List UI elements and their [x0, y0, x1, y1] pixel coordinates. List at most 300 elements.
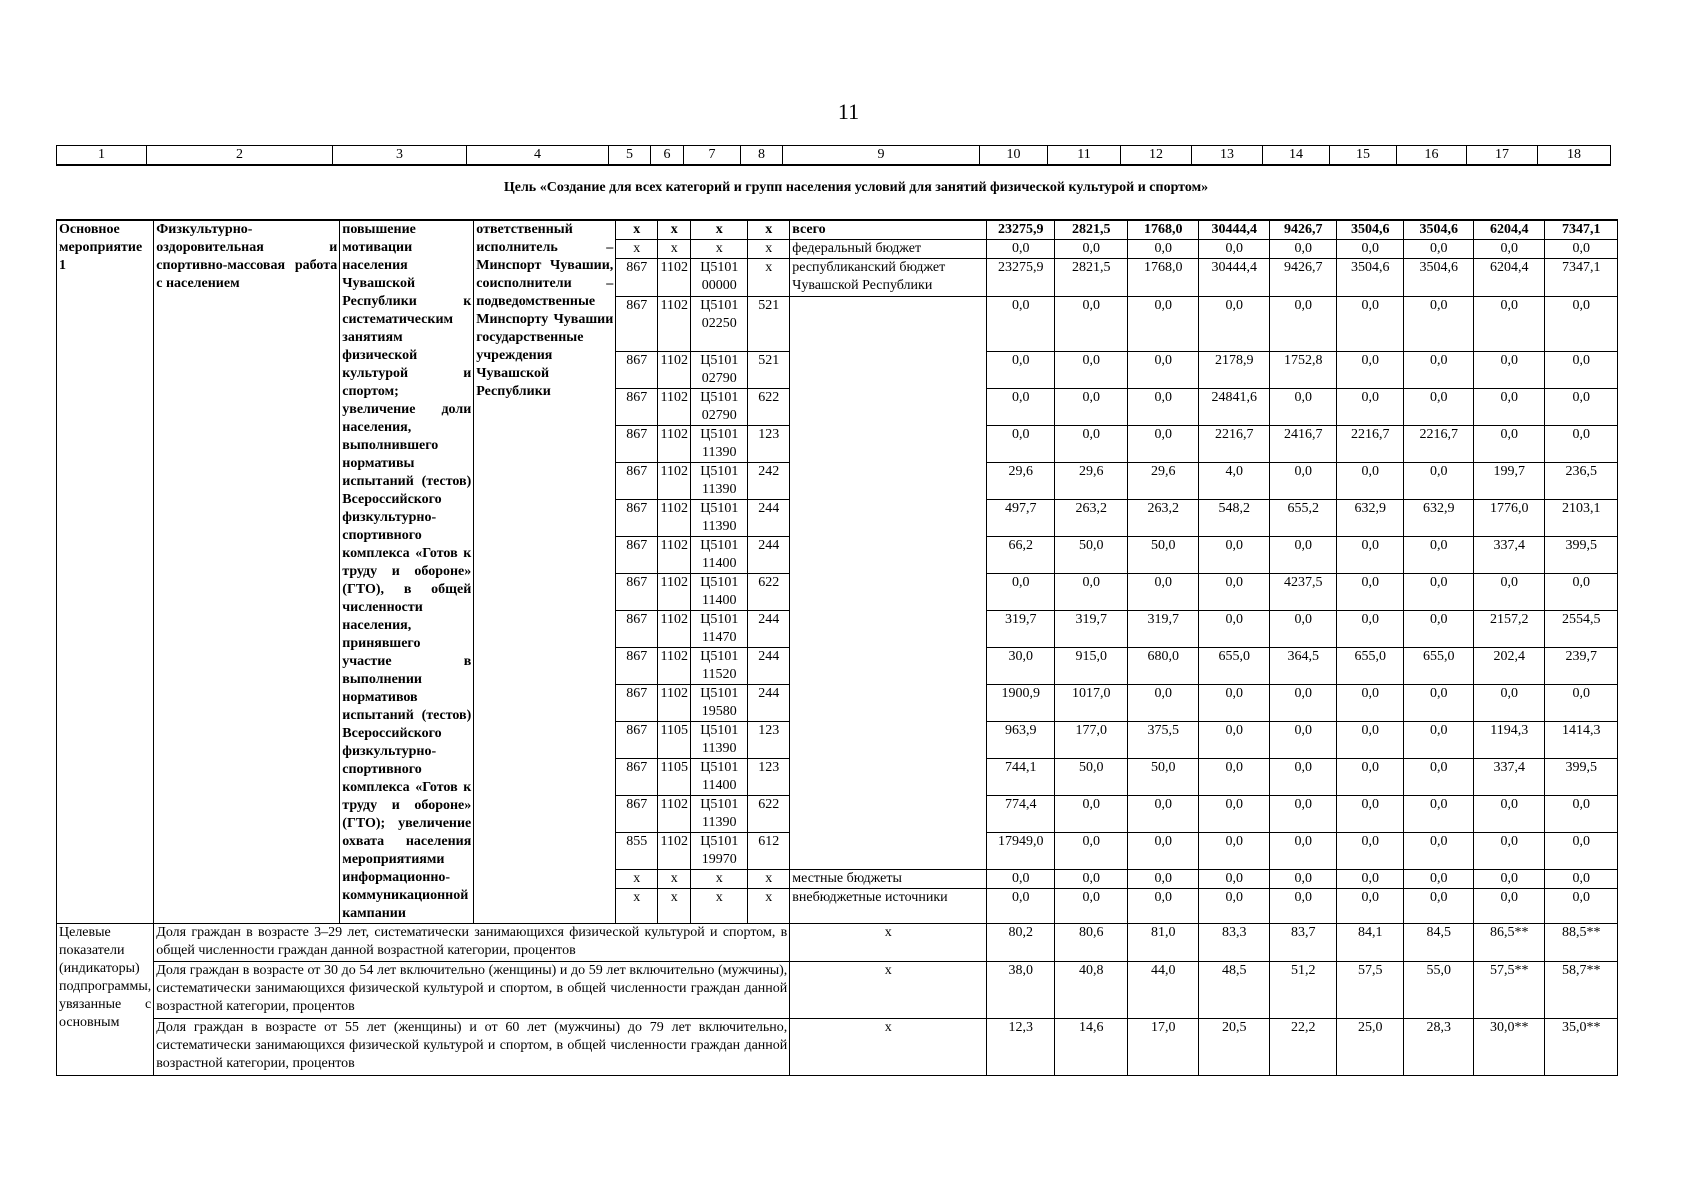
- expense-type-code: 622: [748, 389, 790, 426]
- amount-value: 655,2: [1270, 500, 1337, 537]
- amount-value: 2821,5: [1055, 259, 1128, 297]
- expense-type-code: 244: [748, 648, 790, 685]
- amount-value: 0,0: [1404, 796, 1474, 833]
- amount-value: 6204,4: [1474, 259, 1545, 297]
- target-article-code: Ц5101 19580: [691, 685, 748, 722]
- section-code: 1102: [658, 259, 691, 297]
- target-article-code: Ц5101 11400: [691, 574, 748, 611]
- grbs-code: 867: [616, 259, 658, 297]
- amount-value: 0,0: [1270, 537, 1337, 574]
- amount-value: 0,0: [1545, 889, 1618, 924]
- amount-value: 7347,1: [1545, 220, 1618, 240]
- grbs-code: 867: [616, 537, 658, 574]
- indicator-value: 86,5**: [1474, 924, 1545, 962]
- amount-value: 364,5: [1270, 648, 1337, 685]
- section-code: x: [658, 240, 691, 259]
- amount-value: 6204,4: [1474, 220, 1545, 240]
- expense-type-code: x: [748, 870, 790, 889]
- amount-value: 774,4: [987, 796, 1055, 833]
- amount-value: 4,0: [1199, 463, 1270, 500]
- section-code: 1102: [658, 389, 691, 426]
- amount-value: 2416,7: [1270, 426, 1337, 463]
- amount-value: 1017,0: [1055, 685, 1128, 722]
- amount-value: 0,0: [987, 240, 1055, 259]
- expense-type-code: 244: [748, 537, 790, 574]
- amount-value: 0,0: [1199, 240, 1270, 259]
- funding-source: федеральный бюджет: [790, 240, 987, 259]
- indicator-row: [57, 924, 1618, 962]
- amount-value: 0,0: [987, 574, 1055, 611]
- activity-executors: ответственный исполнитель – Минспорт Чувашии, соисполнители – подведомственные Минспорту Чувашии государственные учреждения Чувашской Республики: [474, 220, 616, 924]
- amount-value: 0,0: [1270, 297, 1337, 352]
- indicator-text: Доля граждан в возрасте 3–29 лет, систематически занимающихся физической культурой и спортом, в общей численности граждан данной возрастной категории, процентов: [154, 924, 790, 962]
- indicator-mark: x: [790, 962, 987, 1019]
- indicator-text: Доля граждан в возрасте от 55 лет (женщины) и от 60 лет (мужчины) до 79 лет включительно, систематически занимающихся физической культурой и спортом, в общей численности граждан данной возрастной категории, процентов: [154, 1019, 790, 1076]
- amount-value: 30444,4: [1199, 259, 1270, 297]
- amount-value: 0,0: [1199, 611, 1270, 648]
- target-article-code: Ц5101 11520: [691, 648, 748, 685]
- amount-value: 17949,0: [987, 833, 1055, 870]
- amount-value: 0,0: [1128, 889, 1199, 924]
- section-code: x: [658, 870, 691, 889]
- amount-value: 0,0: [1270, 870, 1337, 889]
- amount-value: 0,0: [1474, 352, 1545, 389]
- amount-value: 0,0: [1474, 389, 1545, 426]
- indicator-value: 12,3: [987, 1019, 1055, 1076]
- amount-value: 0,0: [1055, 426, 1128, 463]
- funding-source: всего: [790, 220, 987, 240]
- amount-value: 0,0: [1404, 297, 1474, 352]
- indicator-value: 80,6: [1055, 924, 1128, 962]
- amount-value: 2216,7: [1404, 426, 1474, 463]
- amount-value: 0,0: [1474, 297, 1545, 352]
- target-article-code: Ц5101 11390: [691, 463, 748, 500]
- amount-value: 50,0: [1128, 759, 1199, 796]
- amount-value: 0,0: [1404, 870, 1474, 889]
- grbs-code: 867: [616, 352, 658, 389]
- activity-status: Основное мероприятие 1: [57, 220, 154, 924]
- amount-value: 0,0: [1055, 240, 1128, 259]
- indicator-value: 58,7**: [1545, 962, 1618, 1019]
- column-number: 6: [651, 146, 684, 166]
- amount-value: 199,7: [1474, 463, 1545, 500]
- target-article-code: Ц5101 02250: [691, 297, 748, 352]
- amount-value: 239,7: [1545, 648, 1618, 685]
- column-number: 5: [609, 146, 651, 166]
- column-number: 14: [1263, 146, 1330, 166]
- grbs-code: 867: [616, 722, 658, 759]
- section-code: 1102: [658, 685, 691, 722]
- amount-value: 0,0: [1404, 389, 1474, 426]
- amount-value: 0,0: [1199, 833, 1270, 870]
- indicator-value: 51,2: [1270, 962, 1337, 1019]
- indicator-value: 22,2: [1270, 1019, 1337, 1076]
- amount-value: 0,0: [1474, 833, 1545, 870]
- grbs-code: 867: [616, 759, 658, 796]
- amount-value: 50,0: [1055, 537, 1128, 574]
- total-row: [57, 220, 1618, 240]
- amount-value: 0,0: [1337, 297, 1404, 352]
- amount-value: 1776,0: [1474, 500, 1545, 537]
- amount-value: 0,0: [1545, 297, 1618, 352]
- amount-value: 0,0: [1545, 870, 1618, 889]
- amount-value: 548,2: [1199, 500, 1270, 537]
- goal-title: Цель «Создание для всех категорий и групп населения условий для занятий физической культурой и спортом»: [503, 180, 1209, 195]
- target-article-code: Ц5101 11390: [691, 796, 748, 833]
- indicator-value: 81,0: [1128, 924, 1199, 962]
- amount-value: 0,0: [1055, 574, 1128, 611]
- amount-value: 0,0: [1404, 537, 1474, 574]
- amount-value: 0,0: [1474, 240, 1545, 259]
- indicator-value: 57,5: [1337, 962, 1404, 1019]
- amount-value: 0,0: [1337, 240, 1404, 259]
- amount-value: 0,0: [1128, 426, 1199, 463]
- amount-value: 0,0: [1199, 759, 1270, 796]
- amount-value: 1768,0: [1128, 220, 1199, 240]
- funding-source: внебюджетные источники: [790, 889, 987, 924]
- amount-value: 0,0: [1545, 685, 1618, 722]
- amount-value: 0,0: [1270, 389, 1337, 426]
- amount-value: 0,0: [1474, 685, 1545, 722]
- amount-value: 2103,1: [1545, 500, 1618, 537]
- financing-table: [56, 219, 1618, 1076]
- amount-value: 0,0: [1404, 574, 1474, 611]
- grbs-code: x: [616, 220, 658, 240]
- amount-value: 0,0: [1270, 611, 1337, 648]
- amount-value: 4237,5: [1270, 574, 1337, 611]
- amount-value: 0,0: [1128, 833, 1199, 870]
- amount-value: 0,0: [1404, 685, 1474, 722]
- indicator-mark: x: [790, 1019, 987, 1076]
- indicator-mark: x: [790, 924, 987, 962]
- column-number: 3: [333, 146, 467, 166]
- indicator-value: 17,0: [1128, 1019, 1199, 1076]
- amount-value: 0,0: [1270, 833, 1337, 870]
- indicator-value: 40,8: [1055, 962, 1128, 1019]
- amount-value: 680,0: [1128, 648, 1199, 685]
- target-article-code: Ц5101 11470: [691, 611, 748, 648]
- grbs-code: 867: [616, 500, 658, 537]
- indicator-value: 28,3: [1404, 1019, 1474, 1076]
- expense-type-code: x: [748, 240, 790, 259]
- amount-value: 399,5: [1545, 537, 1618, 574]
- amount-value: 0,0: [987, 352, 1055, 389]
- section-code: 1102: [658, 463, 691, 500]
- grbs-code: 867: [616, 389, 658, 426]
- amount-value: 0,0: [1270, 796, 1337, 833]
- indicator-value: 25,0: [1337, 1019, 1404, 1076]
- amount-value: 0,0: [1270, 240, 1337, 259]
- amount-value: 497,7: [987, 500, 1055, 537]
- amount-value: 0,0: [1474, 889, 1545, 924]
- amount-value: 0,0: [1055, 389, 1128, 426]
- amount-value: 0,0: [1545, 796, 1618, 833]
- amount-value: 0,0: [1545, 240, 1618, 259]
- amount-value: 202,4: [1474, 648, 1545, 685]
- grbs-code: 867: [616, 574, 658, 611]
- amount-value: 236,5: [1545, 463, 1618, 500]
- amount-value: 375,5: [1128, 722, 1199, 759]
- amount-value: 0,0: [1404, 889, 1474, 924]
- column-number: 18: [1538, 146, 1611, 166]
- section-code: 1105: [658, 759, 691, 796]
- amount-value: 0,0: [1270, 759, 1337, 796]
- amount-value: 9426,7: [1270, 220, 1337, 240]
- amount-value: 0,0: [1474, 426, 1545, 463]
- amount-value: 1752,8: [1270, 352, 1337, 389]
- amount-value: 1414,3: [1545, 722, 1618, 759]
- amount-value: 2157,2: [1474, 611, 1545, 648]
- indicator-value: 44,0: [1128, 962, 1199, 1019]
- amount-value: 0,0: [1128, 352, 1199, 389]
- amount-value: 0,0: [1404, 611, 1474, 648]
- amount-value: 177,0: [1055, 722, 1128, 759]
- indicator-value: 88,5**: [1545, 924, 1618, 962]
- amount-value: 30444,4: [1199, 220, 1270, 240]
- amount-value: 0,0: [1128, 870, 1199, 889]
- target-article-code: Ц5101 02790: [691, 352, 748, 389]
- column-number: 16: [1397, 146, 1467, 166]
- amount-value: 0,0: [1404, 463, 1474, 500]
- amount-value: 0,0: [1337, 537, 1404, 574]
- section-code: 1102: [658, 611, 691, 648]
- target-article-code: Ц5101 11390: [691, 500, 748, 537]
- amount-value: 0,0: [1404, 722, 1474, 759]
- amount-value: 0,0: [1270, 685, 1337, 722]
- indicator-value: 48,5: [1199, 962, 1270, 1019]
- amount-value: 0,0: [1128, 574, 1199, 611]
- indicator-value: 14,6: [1055, 1019, 1128, 1076]
- amount-value: 0,0: [987, 870, 1055, 889]
- amount-value: 3504,6: [1404, 259, 1474, 297]
- amount-value: 632,9: [1404, 500, 1474, 537]
- amount-value: 0,0: [1337, 889, 1404, 924]
- indicators-label: Целевые показатели (индикаторы) подпрограммы, увязанные с основным: [57, 924, 154, 1076]
- amount-value: 0,0: [1199, 574, 1270, 611]
- grbs-code: 867: [616, 648, 658, 685]
- section-code: 1102: [658, 574, 691, 611]
- amount-value: 0,0: [1545, 833, 1618, 870]
- expense-type-code: x: [748, 220, 790, 240]
- expense-type-code: 612: [748, 833, 790, 870]
- indicator-row: [57, 1019, 1618, 1076]
- expense-type-code: 123: [748, 722, 790, 759]
- amount-value: 0,0: [1128, 685, 1199, 722]
- activity-name: Физкультурно-оздоровительная и спортивно-массовая работа с населением: [154, 220, 340, 924]
- grbs-code: 867: [616, 796, 658, 833]
- section-code: x: [658, 220, 691, 240]
- amount-value: 632,9: [1337, 500, 1404, 537]
- amount-value: 0,0: [1199, 685, 1270, 722]
- target-article-code: Ц5101 11390: [691, 426, 748, 463]
- target-article-code: Ц5101 02790: [691, 389, 748, 426]
- amount-value: 0,0: [1337, 685, 1404, 722]
- column-number: 13: [1192, 146, 1263, 166]
- target-article-code: x: [691, 889, 748, 924]
- indicator-value: 84,1: [1337, 924, 1404, 962]
- amount-value: 0,0: [1199, 537, 1270, 574]
- amount-value: 30,0: [987, 648, 1055, 685]
- amount-value: 7347,1: [1545, 259, 1618, 297]
- section-code: 1105: [658, 722, 691, 759]
- indicator-value: 35,0**: [1545, 1019, 1618, 1076]
- target-article-code: x: [691, 240, 748, 259]
- grbs-code: 867: [616, 685, 658, 722]
- section-code: 1102: [658, 648, 691, 685]
- expense-type-code: 242: [748, 463, 790, 500]
- indicator-value: 83,7: [1270, 924, 1337, 962]
- funding-source: республиканский бюджет Чувашской Республики: [790, 259, 987, 297]
- amount-value: 0,0: [1474, 796, 1545, 833]
- target-article-code: Ц5101 11390: [691, 722, 748, 759]
- amount-value: 319,7: [987, 611, 1055, 648]
- amount-value: 0,0: [987, 889, 1055, 924]
- amount-value: 0,0: [1337, 722, 1404, 759]
- amount-value: 29,6: [1055, 463, 1128, 500]
- grbs-code: 867: [616, 611, 658, 648]
- column-number: 4: [467, 146, 609, 166]
- grbs-code: 867: [616, 426, 658, 463]
- amount-value: 0,0: [1545, 352, 1618, 389]
- amount-value: 29,6: [987, 463, 1055, 500]
- section-code: 1102: [658, 796, 691, 833]
- amount-value: 0,0: [987, 426, 1055, 463]
- column-number: 12: [1121, 146, 1192, 166]
- amount-value: 0,0: [1270, 722, 1337, 759]
- section-code: x: [658, 889, 691, 924]
- amount-value: 0,0: [1055, 833, 1128, 870]
- indicator-text: Доля граждан в возрасте от 30 до 54 лет включительно (женщины) и до 59 лет включительно (мужчины), систематически занимающихся физической культурой и спортом, в общей численности граждан данной возрастной категории, процентов: [154, 962, 790, 1019]
- amount-value: 0,0: [1199, 889, 1270, 924]
- target-article-code: x: [691, 870, 748, 889]
- amount-value: 0,0: [1055, 796, 1128, 833]
- column-number: 7: [684, 146, 741, 166]
- amount-value: 1768,0: [1128, 259, 1199, 297]
- amount-value: 0,0: [1199, 870, 1270, 889]
- amount-value: 319,7: [1128, 611, 1199, 648]
- amount-value: 3504,6: [1337, 220, 1404, 240]
- amount-value: 1194,3: [1474, 722, 1545, 759]
- column-number-header: [56, 145, 1611, 166]
- amount-value: 3504,6: [1404, 220, 1474, 240]
- amount-value: 319,7: [1055, 611, 1128, 648]
- amount-value: 0,0: [1337, 833, 1404, 870]
- indicator-value: 30,0**: [1474, 1019, 1545, 1076]
- amount-value: 0,0: [1128, 240, 1199, 259]
- expense-type-code: 123: [748, 759, 790, 796]
- column-number: 15: [1330, 146, 1397, 166]
- amount-value: 915,0: [1055, 648, 1128, 685]
- amount-value: 0,0: [1545, 574, 1618, 611]
- amount-value: 655,0: [1337, 648, 1404, 685]
- amount-value: 0,0: [1128, 796, 1199, 833]
- column-number: 8: [741, 146, 783, 166]
- expense-type-code: 622: [748, 796, 790, 833]
- target-article-code: Ц5101 11400: [691, 537, 748, 574]
- amount-value: 0,0: [1128, 297, 1199, 352]
- indicator-value: 55,0: [1404, 962, 1474, 1019]
- section-code: 1102: [658, 426, 691, 463]
- amount-value: 0,0: [1337, 389, 1404, 426]
- amount-value: 0,0: [1337, 870, 1404, 889]
- column-number: 2: [147, 146, 333, 166]
- funding-source: [790, 297, 987, 870]
- amount-value: 0,0: [1474, 870, 1545, 889]
- grbs-code: 855: [616, 833, 658, 870]
- amount-value: 655,0: [1199, 648, 1270, 685]
- amount-value: 0,0: [1337, 611, 1404, 648]
- amount-value: 66,2: [987, 537, 1055, 574]
- amount-value: 23275,9: [987, 259, 1055, 297]
- amount-value: 0,0: [1404, 759, 1474, 796]
- amount-value: 0,0: [1404, 833, 1474, 870]
- amount-value: 0,0: [1055, 352, 1128, 389]
- amount-value: 263,2: [1128, 500, 1199, 537]
- amount-value: 0,0: [1128, 389, 1199, 426]
- expense-type-code: x: [748, 259, 790, 297]
- amount-value: 337,4: [1474, 537, 1545, 574]
- amount-value: 0,0: [1199, 297, 1270, 352]
- grbs-code: x: [616, 870, 658, 889]
- amount-value: 0,0: [1055, 889, 1128, 924]
- amount-value: 0,0: [1337, 574, 1404, 611]
- amount-value: 0,0: [1199, 722, 1270, 759]
- grbs-code: 867: [616, 297, 658, 352]
- column-number: 1: [57, 146, 147, 166]
- amount-value: 2216,7: [1337, 426, 1404, 463]
- column-number-row: [57, 146, 1611, 166]
- indicator-value: 80,2: [987, 924, 1055, 962]
- amount-value: 1900,9: [987, 685, 1055, 722]
- indicator-value: 57,5**: [1474, 962, 1545, 1019]
- amount-value: 655,0: [1404, 648, 1474, 685]
- grbs-code: x: [616, 889, 658, 924]
- amount-value: 0,0: [1337, 759, 1404, 796]
- amount-value: 399,5: [1545, 759, 1618, 796]
- amount-value: 0,0: [987, 389, 1055, 426]
- target-article-code: Ц5101 19970: [691, 833, 748, 870]
- amount-value: 3504,6: [1337, 259, 1404, 297]
- amount-value: 0,0: [1270, 889, 1337, 924]
- section-code: 1102: [658, 537, 691, 574]
- section-code: 1102: [658, 352, 691, 389]
- column-number: 17: [1467, 146, 1538, 166]
- amount-value: 0,0: [1055, 297, 1128, 352]
- amount-value: 263,2: [1055, 500, 1128, 537]
- expense-type-code: 622: [748, 574, 790, 611]
- amount-value: 2554,5: [1545, 611, 1618, 648]
- section-code: 1102: [658, 500, 691, 537]
- expense-type-code: 244: [748, 685, 790, 722]
- amount-value: 337,4: [1474, 759, 1545, 796]
- amount-value: 9426,7: [1270, 259, 1337, 297]
- expense-type-code: 244: [748, 500, 790, 537]
- grbs-code: 867: [616, 463, 658, 500]
- column-number: 9: [783, 146, 980, 166]
- column-number: 11: [1048, 146, 1121, 166]
- amount-value: 0,0: [1404, 240, 1474, 259]
- indicator-value: 83,3: [1199, 924, 1270, 962]
- page-number: 11: [837, 99, 860, 124]
- amount-value: 2216,7: [1199, 426, 1270, 463]
- amount-value: 24841,6: [1199, 389, 1270, 426]
- amount-value: 50,0: [1055, 759, 1128, 796]
- amount-value: 0,0: [1545, 389, 1618, 426]
- column-number: 10: [980, 146, 1048, 166]
- grbs-code: x: [616, 240, 658, 259]
- amount-value: 0,0: [1474, 574, 1545, 611]
- amount-value: 0,0: [987, 297, 1055, 352]
